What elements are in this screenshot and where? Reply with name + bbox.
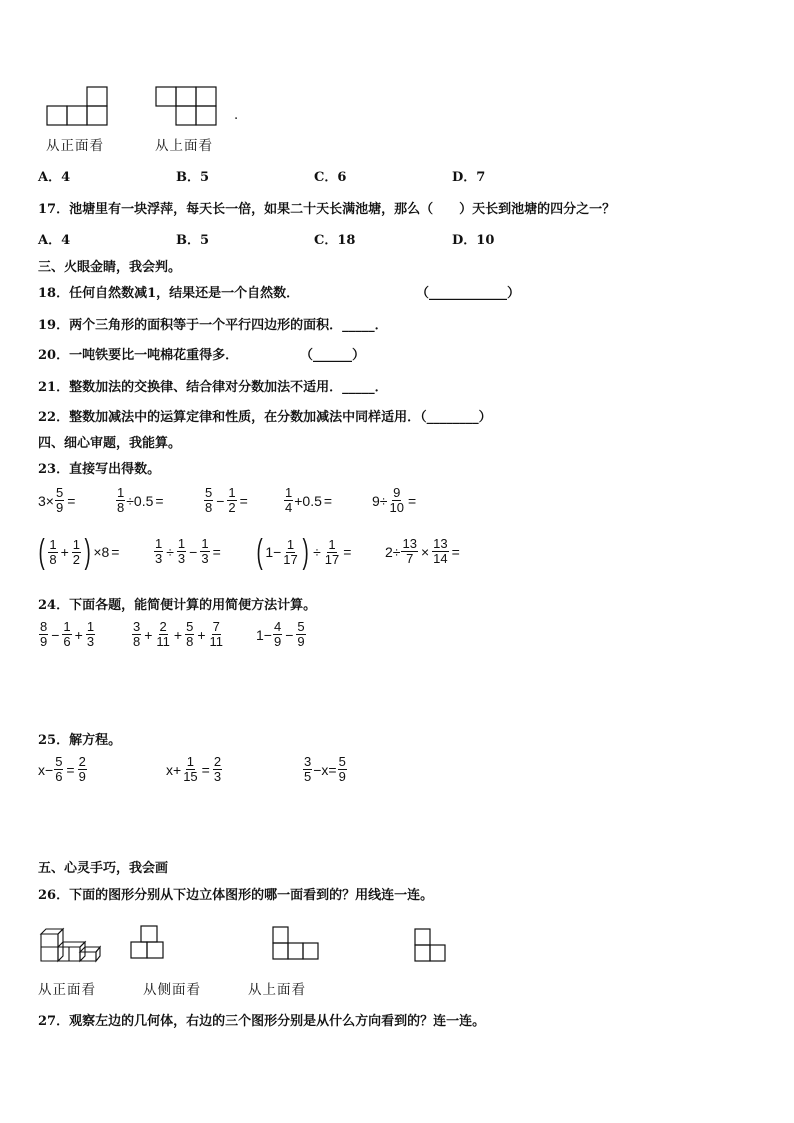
question-25: 25．解方程。 bbox=[38, 733, 122, 748]
calc-h: ( 1− $\frac{1}{17}$ ) ÷ $\frac{1}{17}$ = bbox=[256, 533, 352, 571]
q26-label-top: 从上面看 bbox=[248, 982, 306, 998]
calc-b: $\frac{1}{8}$ ÷0.5 = bbox=[117, 485, 164, 515]
question-21: 21．整数加法的交换律、结合律对分数加法不适用．_____． bbox=[38, 380, 388, 395]
question-19: 19．两个三角形的面积等于一个平行四边形的面积．_____． bbox=[38, 318, 388, 333]
view-figure-3 bbox=[414, 928, 448, 964]
calc-d: $\frac{1}{4}$ +0.5 = bbox=[285, 485, 333, 515]
question-17: 17．池塘里有一块浮萍，每天长一倍，如果二十天长满池塘，那么（ ）天长到池塘的四分之一？ bbox=[38, 202, 616, 217]
q26-label-side: 从侧面看 bbox=[143, 982, 201, 998]
calc-e: 9÷ $\frac{9}{10}$ = bbox=[372, 485, 417, 515]
question-26: 26．下面的图形分别从下边立体图形的哪一面看到的？用线连一连。 bbox=[38, 888, 434, 903]
top-view-figure bbox=[155, 86, 219, 126]
front-view-figure bbox=[46, 86, 110, 126]
question-23: 23．直接写出得数。 bbox=[38, 462, 161, 477]
q18-answer-blank[interactable]: （____________） bbox=[416, 286, 521, 301]
section-5-title: 五、心灵手巧，我会画 bbox=[38, 861, 169, 876]
question-27: 27．观察左边的几何体，右边的三个图形分别是从什么方向看到的？连一连。 bbox=[38, 1014, 486, 1029]
question-20: 20．一吨铁要比一吨棉花重得多． bbox=[38, 348, 239, 363]
calc-i: 2÷ $\frac{13}{7}$ × $\frac{13}{14}$ = bbox=[385, 536, 460, 566]
equation-c: $\frac{3}{5}$ −x= $\frac{5}{9}$ bbox=[304, 754, 346, 784]
section-3-title: 三、火眼金睛，我会判。 bbox=[38, 260, 182, 275]
simplify-b: $\frac{3}{8}$ + $\frac{2}{11}$ + $\frac{5}{8}$ + $\frac{7}{11}$ bbox=[133, 619, 224, 649]
equation-b: x+ $\frac{1}{15}$ = $\frac{2}{3}$ bbox=[166, 754, 222, 784]
front-view-caption: 从正面看 bbox=[46, 138, 104, 154]
calc-c: $\frac{5}{8}$ − $\frac{1}{2}$ = bbox=[205, 485, 248, 515]
view-figure-1 bbox=[130, 925, 174, 961]
question-24: 24．下面各题，能简便计算的用简便方法计算。 bbox=[38, 598, 317, 613]
question-18: 18．任何自然数减1，结果还是一个自然数． bbox=[38, 286, 300, 301]
calc-f: ( $\frac{1}{8}$ + $\frac{1}{2}$ ) ×8 = bbox=[38, 533, 120, 571]
simplify-c: 1− $\frac{4}{9}$ − $\frac{5}{9}$ bbox=[256, 619, 305, 649]
simplify-a: $\frac{8}{9}$ − $\frac{1}{6}$ + $\frac{1}{3}$ bbox=[40, 619, 95, 649]
section-4-title: 四、细心审题，我能算。 bbox=[38, 436, 182, 451]
q17-option-c[interactable]: C．18 bbox=[314, 233, 356, 248]
q17-option-d[interactable]: D．10 bbox=[452, 233, 495, 248]
question-22: 22．整数加减法中的运算定律和性质，在分数加减法中同样适用．（________） bbox=[38, 410, 492, 425]
q20-answer-blank[interactable]: （______） bbox=[300, 348, 366, 363]
view-figure-2 bbox=[272, 926, 322, 962]
top-view-caption: 从上面看 bbox=[155, 138, 213, 154]
calc-g: $\frac{1}{3}$ ÷ $\frac{1}{3}$ − $\frac{1}{3}$ = bbox=[155, 536, 221, 566]
option-b[interactable]: B．5 bbox=[176, 170, 210, 185]
option-d[interactable]: D．7 bbox=[452, 170, 486, 185]
q17-option-b[interactable]: B．5 bbox=[176, 233, 210, 248]
option-c[interactable]: C．6 bbox=[314, 170, 347, 185]
q17-option-a[interactable]: A．4 bbox=[38, 233, 71, 248]
q26-label-front: 从正面看 bbox=[38, 982, 96, 998]
option-a[interactable]: A．4 bbox=[38, 170, 71, 185]
trailing-dot: . bbox=[234, 108, 239, 123]
equation-a: x− $\frac{5}{6}$ = $\frac{2}{9}$ bbox=[38, 754, 86, 784]
calc-a: 3× $\frac{5}{9}$ = bbox=[38, 485, 76, 515]
solid-figure bbox=[40, 918, 102, 962]
